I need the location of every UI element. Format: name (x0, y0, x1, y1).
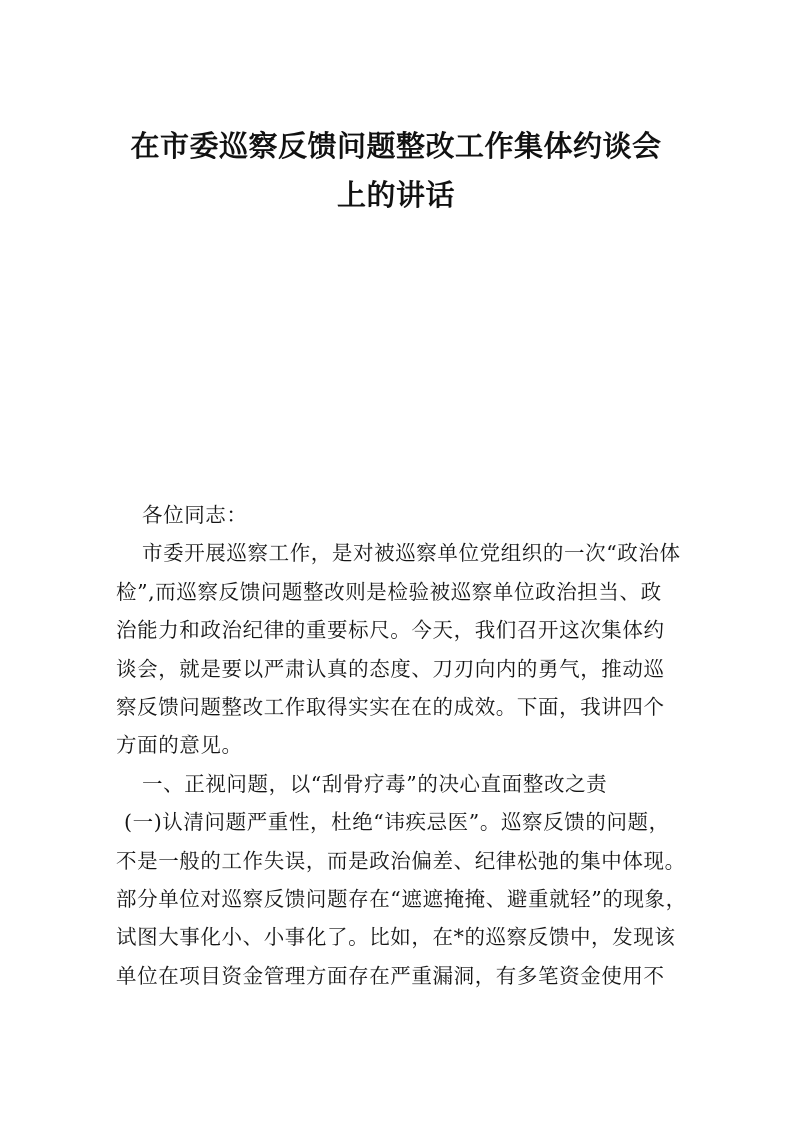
section-heading: 一、正视问题，以“刮骨疗毒”的决心直面整改之责 (142, 771, 608, 796)
paragraph-line: 不是一般的工作失误，而是政治偏差、纪律松弛的集中体现。 (116, 848, 686, 873)
paragraph-line: 部分单位对巡察反馈问题存在“遮遮掩掩、避重就轻”的现象， (116, 886, 687, 911)
document-title (96, 122, 696, 220)
document-body (116, 496, 687, 995)
paragraph-line: 单位在项目资金管理方面存在严重漏洞，有多笔资金使用不 (116, 963, 665, 988)
paragraph-line: 治能力和政治纪律的重要标尺。今天，我们召开这次集体约 (116, 618, 665, 643)
paragraph-line: 检”,而巡察反馈问题整改则是检验被巡察单位政治担当、政 (116, 579, 662, 604)
paragraph-line: 谈会，就是要以严肃认真的态度、刀刃向内的勇气，推动巡 (116, 656, 665, 681)
paragraph-line: 方面的意见。 (116, 733, 243, 758)
subsection-line: (一)认清问题严重性，杜绝“讳疾忌医”。巡察反馈的问题， (124, 810, 670, 835)
paragraph-line: 察反馈问题整改工作取得实实在在的成效。下面，我讲四个 (116, 694, 665, 719)
title-line-2: 上的讲话 (336, 178, 455, 212)
paragraph-line: 试图大事化小、小事化了。比如，在*的巡察反馈中，发现该 (116, 925, 676, 950)
salutation: 各位同志： (142, 503, 248, 527)
title-line-1: 在市委巡察反馈问题整改工作集体约谈会 (130, 129, 662, 163)
paragraph-line: 市委开展巡察工作，是对被巡察单位党组织的一次“政治体 (142, 541, 681, 566)
